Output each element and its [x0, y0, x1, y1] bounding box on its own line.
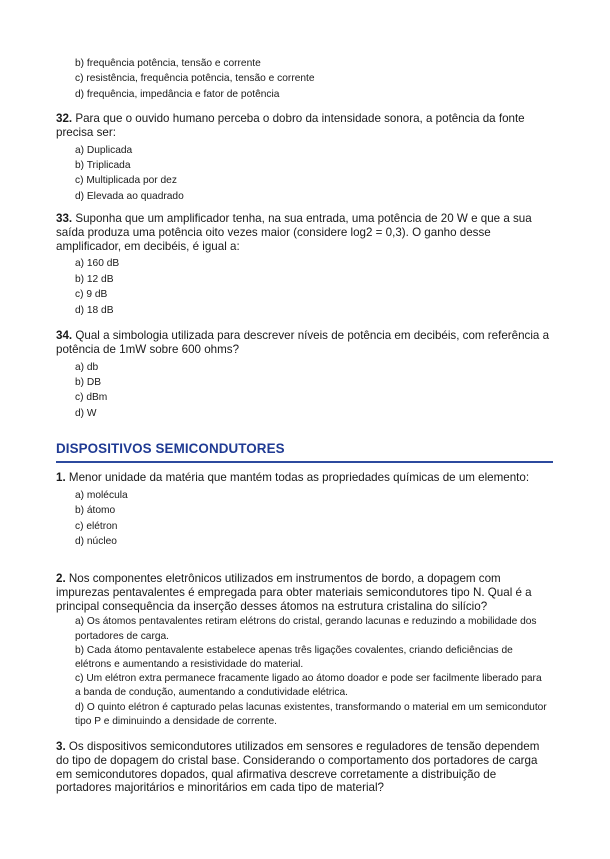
option-b: b) Triplicada [75, 160, 131, 171]
question-1-options [0, 488, 610, 550]
option-c: c) 9 dB [75, 289, 108, 301]
option-d: d) O quinto elétron é capturado pelas lacunas existentes, transformando o material em um semicondutor tipo P e diminuindo a densidade de corrente. [75, 701, 547, 727]
option-a: a) 160 dB [75, 258, 120, 270]
question-statement: Qual a simbologia utilizada para descrever níveis de potência em decibéis, com referência a potência de 1mW sobre 600 ohms? [56, 329, 550, 356]
semiconductor-question-3 [0, 740, 610, 795]
question-34-text [0, 329, 610, 357]
option-c: c) Um elétron extra permanece fracamente ligado ao átomo doador e pode ser facilmente liberado para a banda de condução, aumentando a condutividade elétrica. [75, 673, 542, 699]
option-b: b) frequência potência, tensão e corrente [75, 58, 261, 69]
question-statement: Nos componentes eletrônicos utilizados em instrumentos de bordo, a dopagem com impurezas pentavalentes é empregada para obter materiais semicondutores tipo N. Qual é a principal consequência da inserção desses átomos na estrutura cristalina do silício? [56, 572, 532, 613]
semiconductor-question-1 [0, 471, 610, 549]
option-b: b) Cada átomo pentavalente estabelece apenas três ligações covalentes, criando deficiências de elétrons e aumentando a resistividade do material. [75, 644, 513, 670]
question-33-text [0, 212, 610, 253]
option-b: b) DB [75, 377, 102, 388]
question-34 [0, 329, 610, 421]
question-statement: Menor unidade da matéria que mantém todas as propriedades químicas de um elemento: [68, 471, 530, 484]
option-c: c) dBm [75, 392, 108, 404]
question-statement: Para que o ouvido humano perceba o dobro da intensidade sonora, a potência da fonte precisa ser: [56, 112, 525, 139]
semiconductor-question-2 [0, 572, 610, 729]
question-number: 32. [56, 112, 73, 125]
section-title: DISPOSITIVOS SEMICONDUTORES [56, 441, 285, 456]
previous-question-options [0, 56, 610, 102]
option-a: a) db [75, 361, 99, 373]
question-2-text [0, 572, 610, 613]
question-number: 2. [56, 572, 66, 585]
question-statement: Suponha que um amplificador tenha, na sua entrada, uma potência de 20 W e que a sua saída produza uma potência oito vezes maior (considere log2 = 0,3). O ganho desse amplificador, em decibéis, é igual a: [56, 212, 532, 253]
option-c: c) elétron [75, 520, 118, 532]
question-statement: Os dispositivos semicondutores utilizados em sensores e reguladores de tensão dependem do tipo de dopagem do cristal base. Considerando o comportamento dos portadores de carga em semicondutores dopados, qual afirmativa descreve corretamente a distribuição de portadores majoritários e minoritários em cada tipo de material? [56, 740, 540, 795]
option-d: d) frequência, impedância e fator de potência [75, 88, 280, 100]
option-d: d) 18 dB [75, 304, 114, 316]
question-number: 3. [56, 740, 66, 753]
option-a: a) molécula [75, 489, 128, 501]
question-33 [0, 212, 610, 318]
question-32 [0, 112, 610, 204]
question-number: 33. [56, 212, 73, 225]
question-3-text [0, 740, 610, 795]
question-33-options [0, 256, 610, 318]
option-a: a) Duplicada [75, 144, 133, 156]
option-d: d) núcleo [75, 536, 117, 548]
question-34-options [0, 360, 610, 422]
option-c: c) resistência, frequência potência, tensão e corrente [75, 73, 315, 85]
section-divider [56, 461, 553, 463]
option-b: b) átomo [75, 505, 116, 517]
option-d: d) W [75, 407, 97, 419]
option-a: a) Os átomos pentavalentes retiram elétrons do cristal, gerando lacunas e reduzindo a mobilidade dos portadores de carga. [75, 616, 537, 642]
question-number: 1. [56, 471, 66, 484]
question-32-options [0, 143, 610, 205]
question-32-text [0, 112, 610, 140]
question-2-options [0, 615, 610, 729]
option-c: c) Multiplicada por dez [75, 175, 177, 187]
question-number: 34. [56, 329, 73, 342]
option-d: d) Elevada ao quadrado [75, 190, 184, 202]
option-b: b) 12 dB [75, 273, 114, 285]
question-1-text [0, 471, 610, 485]
